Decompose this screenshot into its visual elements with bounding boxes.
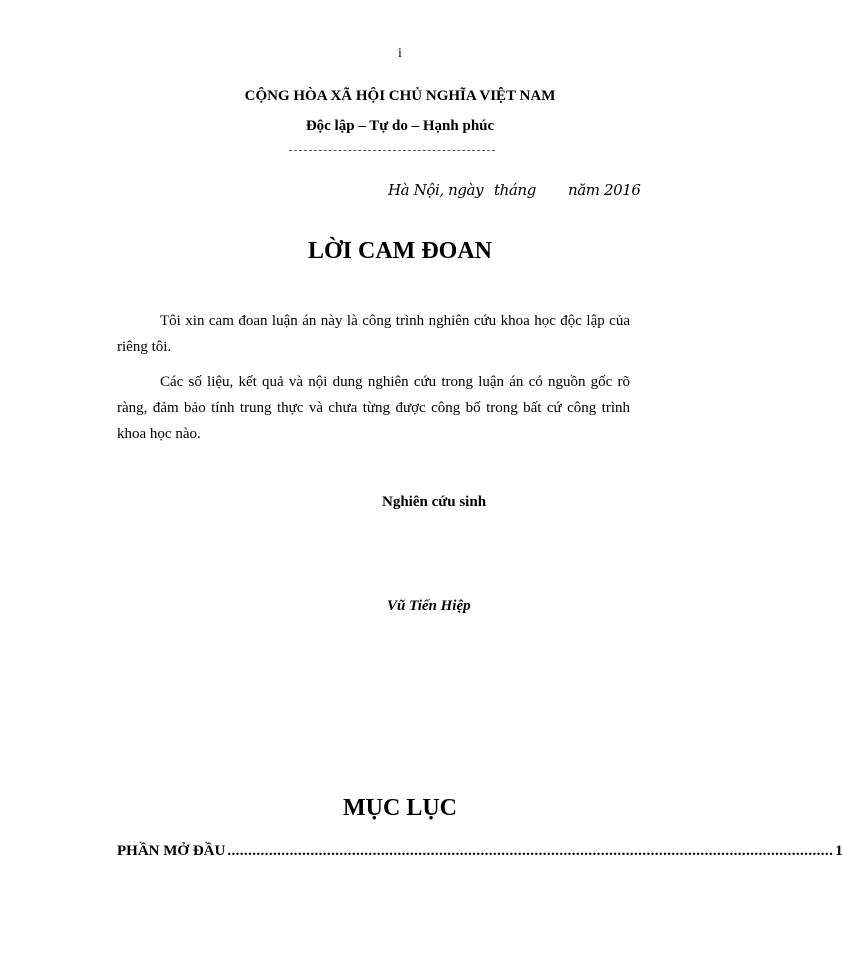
declaration-paragraph: Các số liệu, kết quả và nội dung nghiên cứu trong luận án có nguồn gốc rõ ràng, đảm bảo tính trung thực và chưa từng được công bố trong bất cứ công trình khoa học nào. [117, 374, 630, 442]
signer-title: Nghiên cứu sinh [382, 494, 487, 510]
declaration-title: LỜI CAM ĐOAN [308, 238, 492, 264]
toc-dot-leader: .................................................................................................................................................. [227, 843, 834, 859]
date-place-day: Hà Nội, ngày [388, 181, 484, 199]
toc-entry-label: PHẦN MỞ ĐẦU [117, 843, 226, 859]
toc-entry-page: 1 [835, 843, 843, 859]
motto-divider [289, 150, 495, 151]
declaration-paragraph: Tôi xin cam đoan luận án này là công trình nghiên cứu khoa học độc lập của riêng tôi. [117, 313, 630, 355]
date-line [388, 181, 641, 199]
national-title: CỘNG HÒA XÃ HỘI CHỦ NGHĨA VIỆT NAM [244, 88, 556, 104]
page-number: i [398, 46, 402, 61]
date-year: năm 2016 [568, 181, 641, 199]
national-motto: Độc lập – Tự do – Hạnh phúc [305, 118, 495, 134]
signer-name: Vũ Tiến Hiệp [387, 598, 471, 614]
toc-entry[interactable] [117, 843, 843, 860]
date-month: tháng [494, 181, 536, 199]
toc-title: MỤC LỤC [343, 795, 457, 821]
